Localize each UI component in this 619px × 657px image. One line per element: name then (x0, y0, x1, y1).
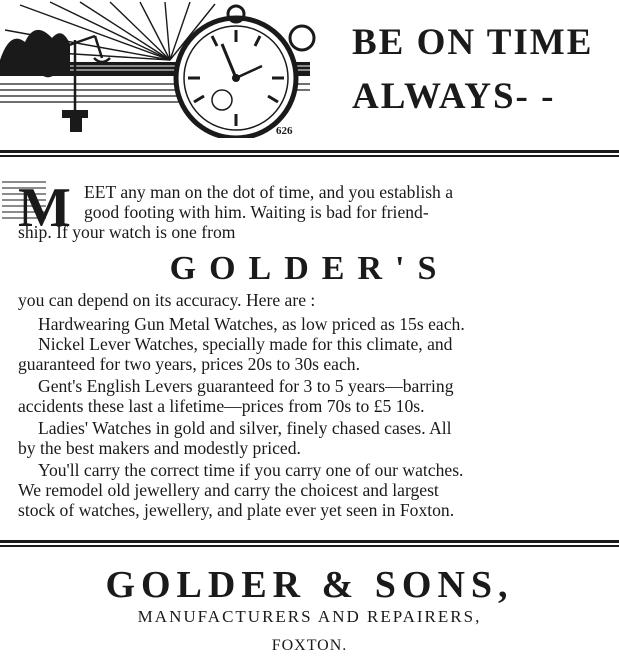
divider-top-thin (0, 155, 619, 157)
item-2-line-1: Nickel Lever Watches, specially made for this climate, and (38, 334, 453, 354)
pocket-watch-icon (0, 0, 330, 138)
intro-line-1: EET any man on the dot of time, and you establish a (84, 182, 454, 202)
dropcap-letter: M (18, 177, 71, 239)
item-1-line-1: Hardwearing Gun Metal Watches, as low priced as 15s each. (38, 314, 465, 334)
item-3-line-2: accidents these last a lifetime—prices from 70s to £5 10s. (18, 396, 425, 416)
item-5-line-1: You'll carry the correct time if you carry one of our watches. (38, 460, 464, 480)
divider-bottom-thin (0, 545, 619, 547)
brand-name: GOLDER'S (169, 250, 450, 287)
headline-line-1: BE ON TIME (352, 22, 594, 63)
illustration-number: 626 (276, 125, 293, 137)
item-4-line-1: Ladies' Watches in gold and silver, finely chased cases. All (38, 418, 452, 438)
intro-line-3: ship. If your watch is one from (18, 222, 236, 242)
item-4-line-2: by the best makers and modestly priced. (18, 438, 301, 458)
item-5-line-2: We remodel old jewellery and carry the choicest and largest (18, 480, 439, 500)
after-brand-line: you can depend on its accuracy. Here are : (18, 290, 316, 310)
footer-town: FOXTON. (271, 637, 348, 654)
intro-line-2: good footing with him. Waiting is bad for friend- (84, 202, 429, 222)
divider-top (0, 150, 619, 153)
footer-company-name: GOLDER & SONS, (105, 564, 514, 606)
item-5-line-3: stock of watches, jewellery, and plate ever yet seen in Foxton. (18, 500, 455, 520)
divider-bottom (0, 540, 619, 543)
headline-line-2: ALWAYS- - (352, 76, 556, 117)
item-2-line-2: guaranteed for two years, prices 20s to 30s each. (18, 354, 360, 374)
item-3-line-1: Gent's English Levers guaranteed for 3 to 5 years—barring (38, 376, 454, 396)
footer-subtitle: MANUFACTURERS AND REPAIRERS, (137, 607, 482, 626)
